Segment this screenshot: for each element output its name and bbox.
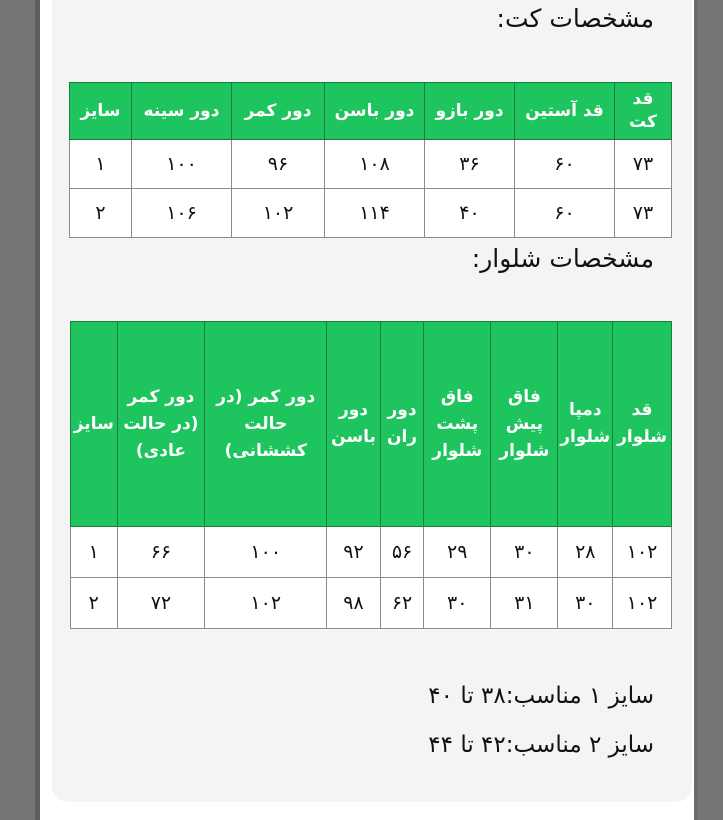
- column-header: دور باسن: [327, 322, 381, 527]
- table-cell: ۲: [70, 189, 132, 238]
- table-cell: ۳۶: [425, 140, 515, 189]
- table-cell: ۱: [71, 527, 118, 578]
- size-note-2: سایز ۲ مناسب:۴۲ تا ۴۴: [428, 732, 654, 758]
- table-cell: ۱۰۶: [132, 189, 232, 238]
- jacket-section-title: مشخصات کت:: [496, 4, 654, 33]
- table-cell: ۹۲: [327, 527, 381, 578]
- table-cell: ۲۸: [558, 527, 613, 578]
- column-header: دور کمر: [232, 83, 325, 140]
- table-cell: ۱۰۲: [613, 578, 672, 629]
- column-header: دور بازو: [425, 83, 515, 140]
- table-cell: ۳۰: [558, 578, 613, 629]
- table-cell: ۶۰: [515, 140, 615, 189]
- table-cell: ۱۰۲: [613, 527, 672, 578]
- table-row: [71, 527, 672, 578]
- table-cell: ۱۰۸: [325, 140, 425, 189]
- column-header: دور باسن: [325, 83, 425, 140]
- trouser-spec-table: [70, 321, 672, 629]
- table-header-row: [70, 83, 672, 140]
- table-cell: ۱۰۰: [132, 140, 232, 189]
- table-cell: ۲۹: [424, 527, 491, 578]
- left-chrome-bar: [0, 0, 35, 820]
- table-row: [71, 578, 672, 629]
- table-cell: ۹۸: [327, 578, 381, 629]
- column-header: دور سینه: [132, 83, 232, 140]
- table-cell: ۷۳: [615, 189, 672, 238]
- table-row: [70, 140, 672, 189]
- column-header: قد شلوار: [613, 322, 672, 527]
- table-cell: ۱۰۲: [205, 578, 327, 629]
- column-header: فاق پشت شلوار: [424, 322, 491, 527]
- scrollbar-thumb[interactable]: [698, 0, 723, 820]
- trouser-section-title: مشخصات شلوار:: [471, 244, 654, 273]
- table-cell: ۷۲: [117, 578, 205, 629]
- table-header-row: [71, 322, 672, 527]
- table-cell: ۵۶: [380, 527, 423, 578]
- table-cell: ۴۰: [425, 189, 515, 238]
- column-header: قد کت: [615, 83, 672, 140]
- column-header: قد آستین: [515, 83, 615, 140]
- jacket-spec-table: [69, 82, 672, 238]
- content-card: [52, 0, 692, 802]
- column-header: دور کمر (در حالت عادی): [117, 322, 205, 527]
- table-cell: ۶۰: [515, 189, 615, 238]
- table-cell: ۱۱۴: [325, 189, 425, 238]
- table-cell: ۱۰۰: [205, 527, 327, 578]
- table-cell: ۶۶: [117, 527, 205, 578]
- column-header: فاق پیش شلوار: [491, 322, 558, 527]
- table-row: [70, 189, 672, 238]
- column-header: دور کمر (در حالت کششانی): [205, 322, 327, 527]
- table-cell: ۲: [71, 578, 118, 629]
- table-cell: ۳۱: [491, 578, 558, 629]
- table-cell: ۶۲: [380, 578, 423, 629]
- size-note-1: سایز ۱ مناسب:۳۸ تا ۴۰: [428, 683, 654, 709]
- table-cell: ۳۰: [424, 578, 491, 629]
- column-header: دور ران: [380, 322, 423, 527]
- table-cell: ۹۶: [232, 140, 325, 189]
- column-header: دمپا شلوار: [558, 322, 613, 527]
- table-cell: ۷۳: [615, 140, 672, 189]
- table-cell: ۳۰: [491, 527, 558, 578]
- table-cell: ۱: [70, 140, 132, 189]
- table-cell: ۱۰۲: [232, 189, 325, 238]
- column-header: سایز: [71, 322, 118, 527]
- column-header: سایز: [70, 83, 132, 140]
